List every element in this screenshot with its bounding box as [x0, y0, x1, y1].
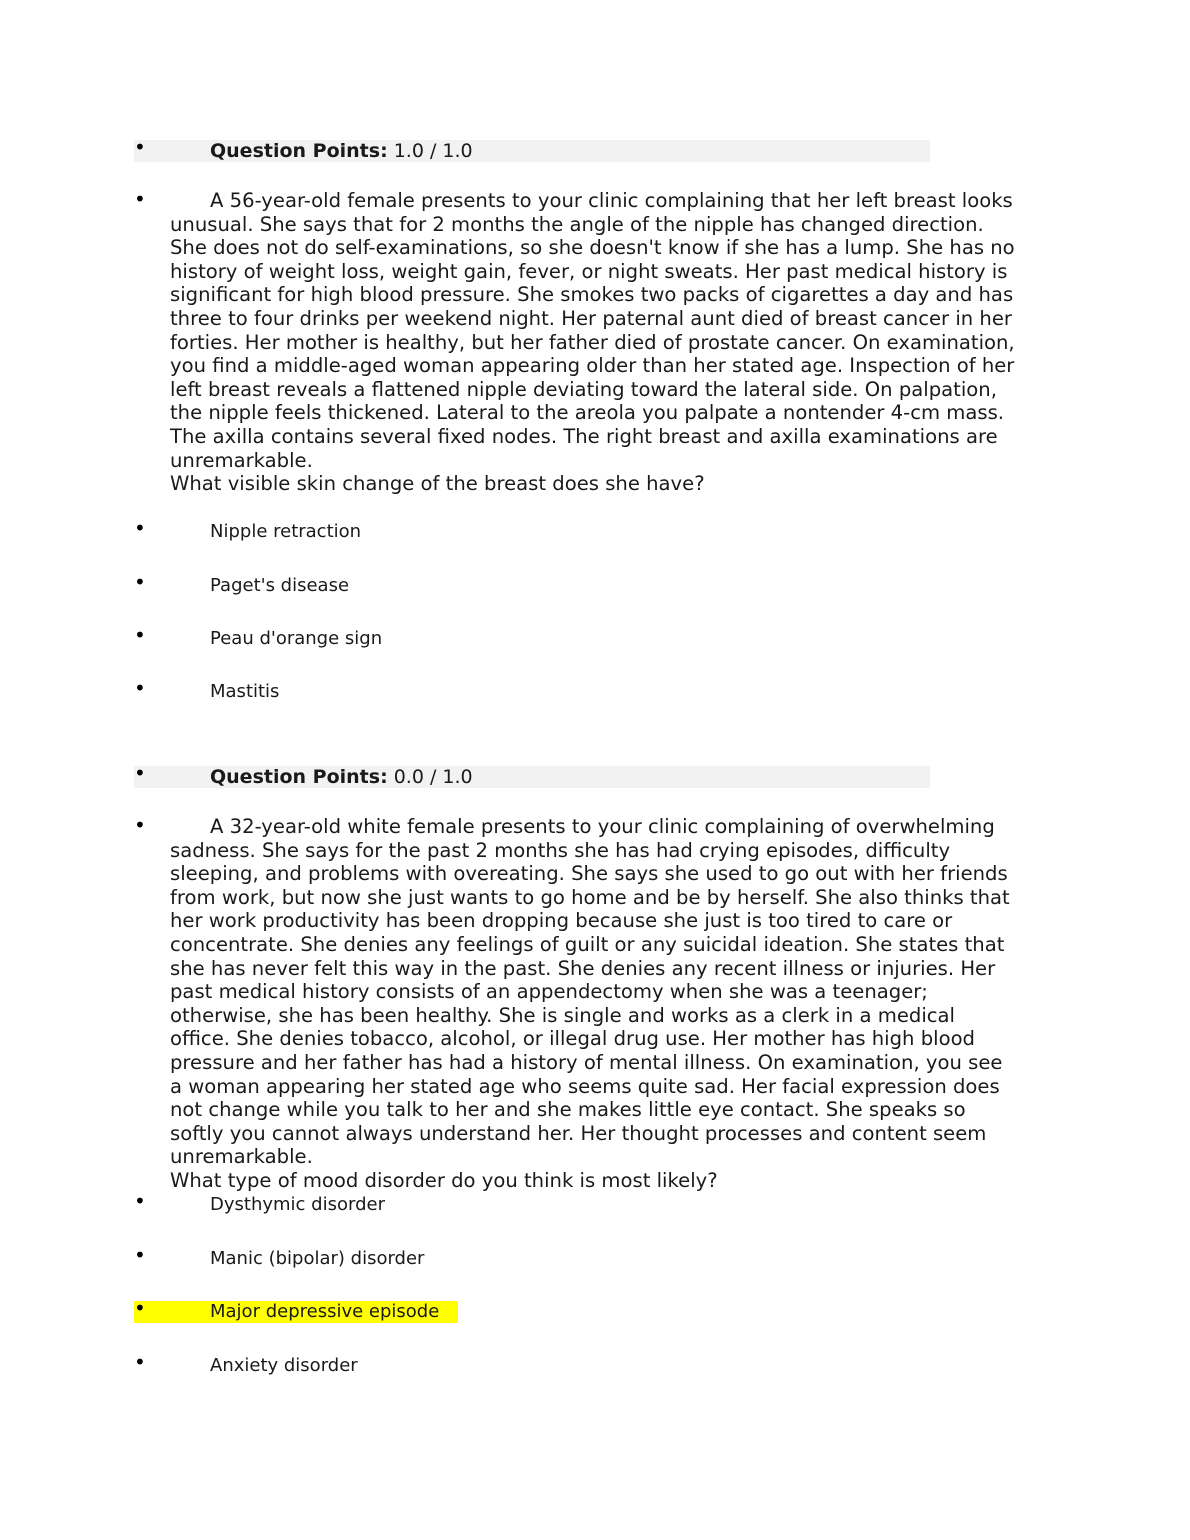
bullet: •: [134, 1243, 146, 1267]
question-1-answer-4[interactable]: [134, 676, 280, 703]
answer-label: Manic (bipolar) disorder: [210, 1248, 425, 1269]
question-2-answer-3-highlighted[interactable]: [134, 1296, 458, 1323]
question-1-prompt: What visible skin change of the breast does she have?: [170, 472, 705, 496]
points-label: Question Points:: [210, 766, 388, 788]
answer-label: Paget's disease: [210, 575, 350, 596]
question-2-answer-1[interactable]: [134, 1189, 385, 1216]
question-1-answer-2[interactable]: [134, 570, 350, 597]
answer-label: Nipple retraction: [210, 521, 362, 542]
bullet: •: [134, 187, 146, 211]
bullet: •: [134, 516, 146, 540]
answer-label: Major depressive episode: [210, 1301, 440, 1322]
question-2-prompt: What type of mood disorder do you think is most likely?: [170, 1168, 718, 1192]
bullet: •: [134, 761, 146, 785]
question-1-answer-1[interactable]: [134, 516, 362, 543]
question-2-points-header: [134, 761, 930, 788]
question-1-points-header: [134, 135, 930, 162]
question-2-answer-2[interactable]: [134, 1243, 425, 1270]
question-1-body: A 56-year-old female presents to your clinic complaining that her left breast looks unusual. She says that for 2 months the angle of the nipple has changed direction. She does not do self-examinations, so she doesn't know if she has a lump. She has no history of weight loss, weight gain, fever, or night sweats. Her past medical history is significant for high blood pressure. She smokes two packs of cigarettes a day and has three to four drinks per weekend night. Her paternal aunt died of breast cancer in her forties. Her mother is healthy, but her father died of prostate cancer. On examination, you find a middle-aged woman appearing older than her stated age. Inspection of her left breast reveals a flattened nipple deviating toward the lateral side. On palpation, the nipple feels thickened. Lateral to the areola you palpate a nontender 4-cm mass. The axilla contains several fixed nodes. The right breast and axilla examinations are unremarkable.: [170, 189, 1015, 472]
bullet: •: [134, 676, 146, 700]
bullet: •: [134, 1350, 146, 1374]
bullet: •: [134, 813, 146, 837]
bullet: •: [134, 623, 146, 647]
bullet: •: [134, 1296, 146, 1320]
answer-label: Mastitis: [210, 681, 280, 702]
points-label: Question Points:: [210, 140, 388, 162]
points-value: 1.0 / 1.0: [387, 140, 473, 162]
bullet: •: [134, 570, 146, 594]
answer-label: Peau d'orange sign: [210, 628, 383, 649]
question-1-stem: [134, 189, 1014, 496]
bullet: •: [134, 135, 146, 159]
question-2-answer-4[interactable]: [134, 1350, 358, 1377]
points-value: 0.0 / 1.0: [387, 766, 473, 788]
answer-label: Dysthymic disorder: [210, 1194, 385, 1215]
bullet: •: [134, 1189, 146, 1213]
question-1-answer-3[interactable]: [134, 623, 383, 650]
question-2-stem: [134, 815, 1014, 1193]
answer-label: Anxiety disorder: [210, 1355, 358, 1376]
points-text: [210, 766, 473, 788]
question-2-body: A 32-year-old white female presents to your clinic complaining of overwhelming sadness. She says for the past 2 months she has had crying episodes, difficulty sleeping, and problems with overeating. She says she used to go out with her friends from work, but now she just wants to go home and be by herself. She also thinks that her work productivity has been dropping because she just is too tired to care or concentrate. She denies any feelings of guilt or any suicidal ideation. She states that she has never felt this way in the past. She denies any recent illness or injuries. Her past medical history consists of an appendectomy when she was a teenager; otherwise, she has been healthy. She is single and works as a clerk in a medical office. She denies tobacco, alcohol, or illegal drug use. Her mother has high blood pressure and her father has had a history of mental illness. On examination, you see a woman appearing her stated age who seems quite sad. Her facial expression does not change while you talk to her and she makes little eye contact. She speaks so softly you cannot always understand her. Her thought processes and content seem unremarkable.: [170, 815, 1010, 1169]
points-text: [210, 140, 473, 162]
